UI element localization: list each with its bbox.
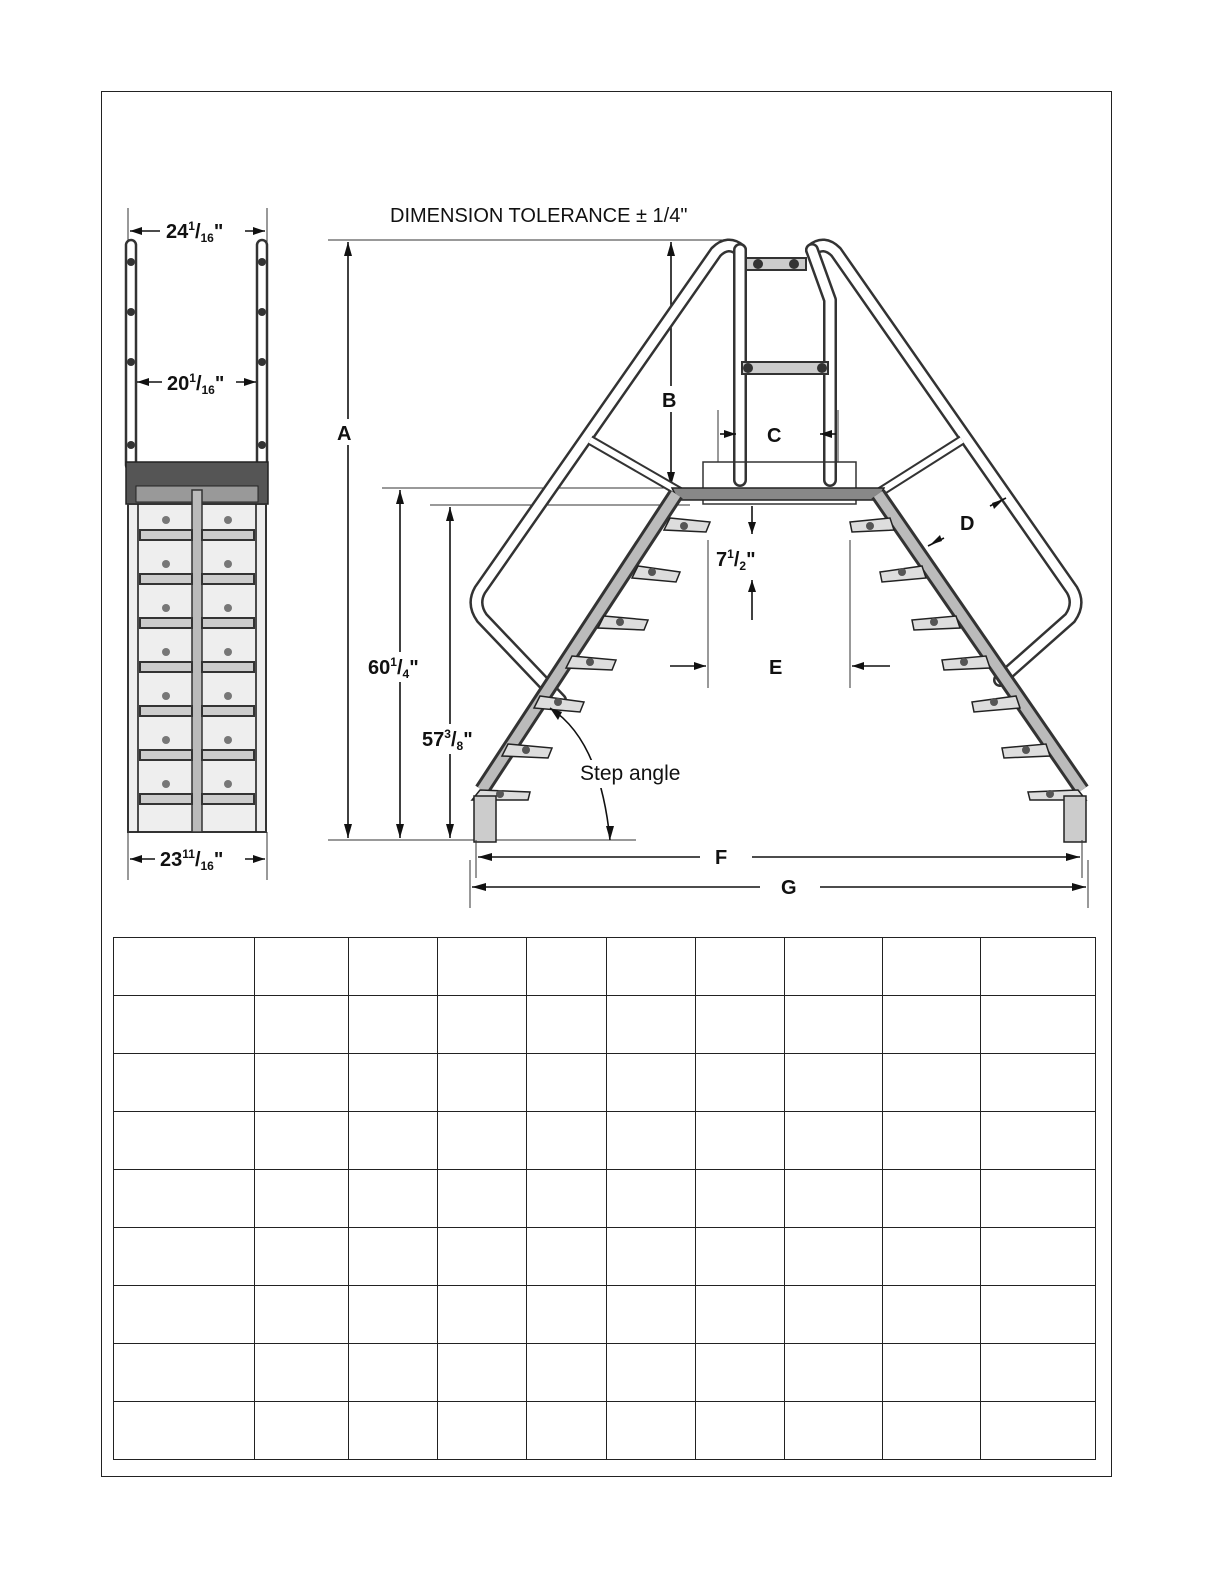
front-view	[328, 240, 1088, 908]
table-cell	[114, 1112, 255, 1170]
table-cell	[114, 1286, 255, 1344]
table-cell	[696, 1112, 785, 1170]
table-cell	[785, 1286, 883, 1344]
table-cell	[438, 1286, 527, 1344]
table-cell	[349, 1286, 438, 1344]
table-cell	[349, 1344, 438, 1402]
table-cell	[438, 1228, 527, 1286]
table-cell	[114, 1228, 255, 1286]
table-cell	[527, 938, 607, 996]
table-cell	[114, 1170, 255, 1228]
table-row	[114, 1344, 1096, 1402]
table-cell	[785, 1054, 883, 1112]
table-cell	[527, 1228, 607, 1286]
table-cell	[255, 938, 349, 996]
tolerance-title: DIMENSION TOLERANCE ± 1/4"	[390, 205, 688, 227]
table-cell	[981, 1286, 1096, 1344]
table-cell	[255, 1286, 349, 1344]
step-spacing-label: $7^1/_2$"	[716, 547, 756, 573]
top-step-height-label: $57^3/_8$"	[422, 727, 473, 753]
table-row	[114, 996, 1096, 1054]
table-row	[114, 1228, 1096, 1286]
platform-height-label: $60^1/_4$"	[368, 655, 419, 681]
table-cell	[607, 1170, 696, 1228]
table-cell	[527, 1170, 607, 1228]
table-cell	[349, 996, 438, 1054]
table-cell	[114, 938, 255, 996]
table-cell	[981, 1054, 1096, 1112]
table-row	[114, 938, 1096, 996]
table-cell	[981, 1402, 1096, 1460]
table-cell	[255, 1112, 349, 1170]
table-cell	[349, 1170, 438, 1228]
table-cell	[438, 938, 527, 996]
table-cell	[981, 938, 1096, 996]
side-view	[126, 208, 268, 880]
table-cell	[527, 1286, 607, 1344]
table-cell	[696, 1170, 785, 1228]
table-cell	[349, 938, 438, 996]
table-cell	[114, 996, 255, 1054]
table-cell	[607, 1286, 696, 1344]
table-cell	[255, 1344, 349, 1402]
table-cell	[981, 1228, 1096, 1286]
side-inner-width-label: $20^1/_{16}$"	[167, 371, 225, 397]
table-cell	[255, 996, 349, 1054]
table-row	[114, 1112, 1096, 1170]
table-cell	[696, 1402, 785, 1460]
step-angle-label: Step angle	[580, 762, 681, 785]
table-row	[114, 1286, 1096, 1344]
table-cell	[438, 1170, 527, 1228]
table-cell	[527, 1402, 607, 1460]
table-row	[114, 1054, 1096, 1112]
table-cell	[883, 1228, 981, 1286]
table-cell	[883, 996, 981, 1054]
table-cell	[883, 1054, 981, 1112]
table-cell	[349, 1112, 438, 1170]
table-cell	[438, 1112, 527, 1170]
table-cell	[981, 996, 1096, 1054]
table-cell	[785, 1170, 883, 1228]
table-cell	[883, 1170, 981, 1228]
table-cell	[785, 1112, 883, 1170]
dim-a-label: A	[337, 423, 352, 445]
table-cell	[114, 1054, 255, 1112]
table-cell	[785, 1228, 883, 1286]
dim-b-label: B	[662, 390, 677, 412]
table-cell	[883, 1112, 981, 1170]
table-cell	[527, 1054, 607, 1112]
table-cell	[349, 1402, 438, 1460]
table-cell	[785, 938, 883, 996]
table-cell	[607, 1402, 696, 1460]
table-cell	[607, 1344, 696, 1402]
table-cell	[981, 1170, 1096, 1228]
dim-c-label: C	[767, 425, 782, 447]
table-cell	[255, 1402, 349, 1460]
table-cell	[255, 1170, 349, 1228]
side-bottom-width-label: $23^{11}/_{16}$"	[160, 847, 224, 873]
table-cell	[255, 1228, 349, 1286]
table-cell	[696, 938, 785, 996]
table-cell	[883, 1402, 981, 1460]
side-top-width-label: $24^1/_{16}$"	[166, 219, 224, 245]
table-cell	[696, 1286, 785, 1344]
table-row	[114, 1402, 1096, 1460]
table-cell	[696, 1228, 785, 1286]
table-cell	[438, 1054, 527, 1112]
table-cell	[696, 1054, 785, 1112]
table-cell	[981, 1112, 1096, 1170]
table-cell	[349, 1054, 438, 1112]
table-cell	[438, 1402, 527, 1460]
table-row	[114, 1170, 1096, 1228]
table-cell	[883, 1286, 981, 1344]
table-cell	[255, 1054, 349, 1112]
table-cell	[607, 1112, 696, 1170]
table-cell	[883, 1344, 981, 1402]
table-cell	[438, 996, 527, 1054]
table-cell	[696, 1344, 785, 1402]
table-cell	[785, 996, 883, 1054]
table-cell	[607, 938, 696, 996]
table-cell	[527, 1112, 607, 1170]
table-cell	[883, 938, 981, 996]
table-cell	[607, 1054, 696, 1112]
dim-f-label: F	[715, 847, 728, 869]
dim-g-label: G	[781, 877, 797, 899]
table-cell	[607, 1228, 696, 1286]
table-cell	[527, 1344, 607, 1402]
dim-d-label: D	[960, 513, 975, 535]
table-cell	[696, 996, 785, 1054]
table-cell	[607, 996, 696, 1054]
spec-table	[113, 937, 1096, 1460]
table-cell	[527, 996, 607, 1054]
table-cell	[114, 1344, 255, 1402]
dim-e-label: E	[769, 657, 783, 679]
table-cell	[438, 1344, 527, 1402]
table-cell	[981, 1344, 1096, 1402]
table-cell	[114, 1402, 255, 1460]
table-cell	[785, 1344, 883, 1402]
table-cell	[785, 1402, 883, 1460]
table-cell	[349, 1228, 438, 1286]
